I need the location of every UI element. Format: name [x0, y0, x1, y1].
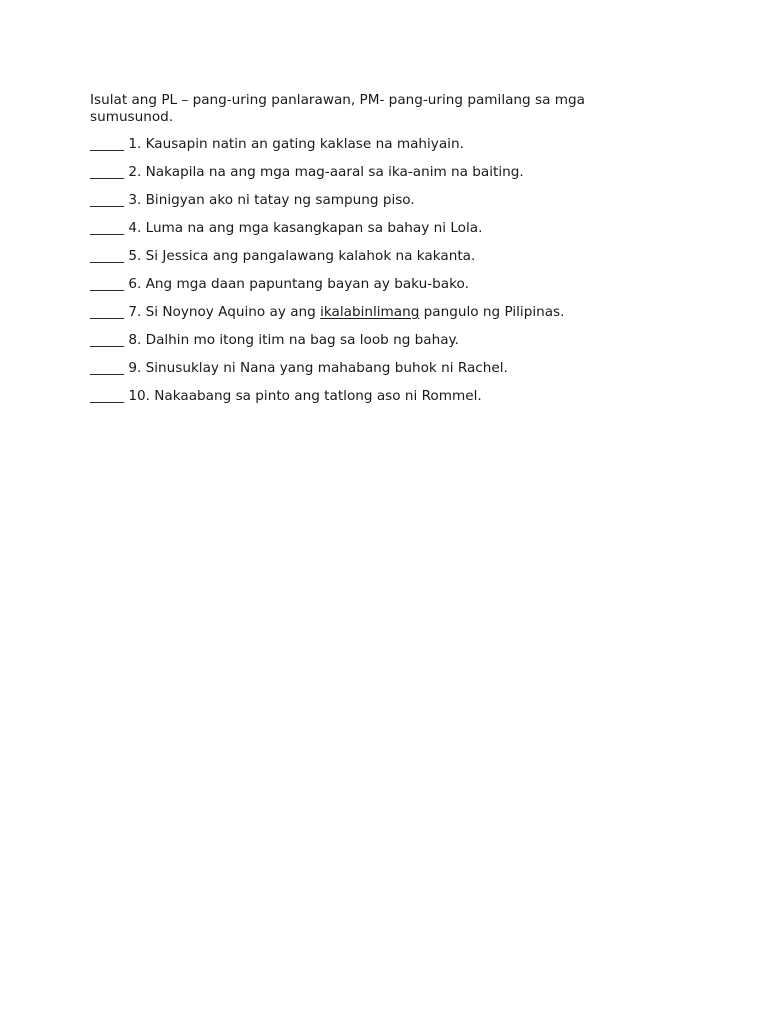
- list-item: [90, 360, 650, 388]
- list-item: [90, 220, 650, 248]
- list-item: [90, 276, 650, 304]
- answer-blank: _____: [90, 192, 124, 208]
- list-item: [90, 388, 650, 416]
- item-text: 6. Ang mga daan papuntang bayan ay baku-bako.: [128, 276, 469, 292]
- answer-blank: _____: [90, 304, 124, 320]
- answer-blank: _____: [90, 248, 124, 264]
- answer-blank: _____: [90, 276, 124, 292]
- list-item: [90, 332, 650, 360]
- item-text-before: 7. Si Noynoy Aquino ay ang: [128, 304, 321, 320]
- item-text: 1. Kausapin natin an gating kaklase na mahiyain.: [128, 136, 464, 152]
- worksheet-content: [90, 92, 650, 416]
- item-text: 4. Luma na ang mga kasangkapan sa bahay ni Lola.: [128, 220, 483, 236]
- answer-blank: _____: [90, 360, 124, 376]
- item-text: 8. Dalhin mo itong itim na bag sa loob ng bahay.: [128, 332, 459, 348]
- exercise-list: [90, 136, 650, 416]
- list-item: [90, 248, 650, 276]
- instructions-text: Isulat ang PL – pang-uring panlarawan, PM- pang-uring pamilang sa mga sumusunod.: [90, 92, 585, 125]
- list-item: [90, 192, 650, 220]
- item-text: 10. Nakaabang sa pinto ang tatlong aso ni Rommel.: [128, 388, 482, 404]
- list-item: [90, 136, 650, 164]
- answer-blank: _____: [90, 388, 124, 404]
- answer-blank: _____: [90, 332, 124, 348]
- item-text: 2. Nakapila na ang mga mag-aaral sa ika-anim na baiting.: [128, 164, 524, 180]
- item-text: 9. Sinusuklay ni Nana yang mahabang buhok ni Rachel.: [128, 360, 508, 376]
- answer-blank: _____: [90, 164, 124, 180]
- list-item: [90, 164, 650, 192]
- item-text: 3. Binigyan ako ni tatay ng sampung piso.: [128, 192, 415, 208]
- item-text: 5. Si Jessica ang pangalawang kalahok na kakanta.: [128, 248, 476, 264]
- list-item: [90, 304, 650, 332]
- item-text-after: pangulo ng Pilipinas.: [419, 304, 565, 320]
- answer-blank: _____: [90, 220, 124, 236]
- underlined-word: ikalabinlimang: [320, 304, 420, 320]
- answer-blank: _____: [90, 136, 124, 152]
